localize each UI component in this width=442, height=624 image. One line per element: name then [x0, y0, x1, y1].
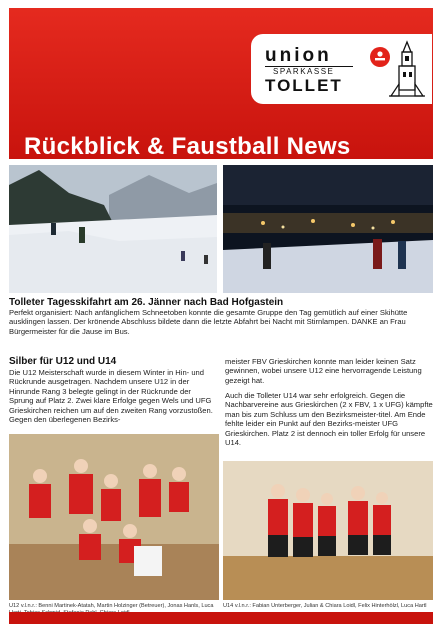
u12-caption: U12 v.l.n.r.: Benni Martinek-Atatah, Martin Holzinger (Betreuer), Jonas Hanls, Luca — [9, 603, 214, 609]
u14-caption: U14 v.l.n.r.: Fabian Unterberger, Julian & Chiara Loidl, Felix Hinterhölzl, Luca Hartl — [223, 603, 427, 609]
u12-team-photo — [9, 434, 219, 600]
logo-union-text: union — [265, 45, 332, 66]
header-banner — [9, 8, 433, 159]
page-title: Rückblick & Faustball News — [24, 133, 351, 160]
article2-heading: Silber für U12 und U14 — [9, 356, 117, 367]
article2-col1: Die U12 Meisterschaft wurde in diesem Winter in Hin- und Rückrunde ausgetragen. Nachdem unsere U12 in der Hinrunde Rang 3 belegte gelingt in der Rückrunde der Sprung auf Platz 2. Zwei klare Erfolge gegen Wels und UFG Grieskirchen reichen um auf den zweiten Rang vorzustoßen. Gegen den überlegenen Bezirks- — [9, 368, 213, 425]
article2-col2b: Auch die Tolleter U14 war sehr erfolgreich. Gegen die Nachbarvereine aus Grieskirchen (2 x FBV, 1 x UFG) kämpfte man bis zum Schluss um den Bezirksmeister-titel. Am Ende fehlte leider ein Punkt auf den Bezirks-meister UFG Grieskirchen. Platz 2 ist dennoch ein toller Erfolg für unsere U14. — [225, 391, 433, 448]
ski-slope-photo — [9, 165, 217, 293]
church-tower-icon — [387, 40, 427, 98]
night-ski-photo — [223, 165, 433, 293]
article2-col2a: meister FBV Grieskirchen konnte man leider keinen Satz gewinnen, wobei unsere U12 eine hervorragende Leistung gezeigt hat. — [225, 357, 422, 385]
u14-team-photo — [223, 461, 433, 600]
footer-bar — [9, 612, 433, 624]
sponsor-logo — [251, 34, 432, 104]
logo-sparkasse-text: SPARKASSE — [273, 67, 335, 76]
article1-body: Perfekt organisiert: Nach anfänglichem Schneetoben konnte die gesamte Gruppe den Tag gemütlich auf einer Skihütte ausklingen lassen. Der krönende Abschluss bildete dann die letzte Abfahrt bei Nacht mit Stirnlampen. DANKE an Frau Bürgermeister für die Jause im Bus. — [9, 308, 408, 336]
article1-heading: Tolleter Tagesskifahrt am 26. Jänner nach Bad Hofgastein — [9, 297, 284, 308]
logo-tollet-text: TOLLET — [265, 76, 343, 95]
